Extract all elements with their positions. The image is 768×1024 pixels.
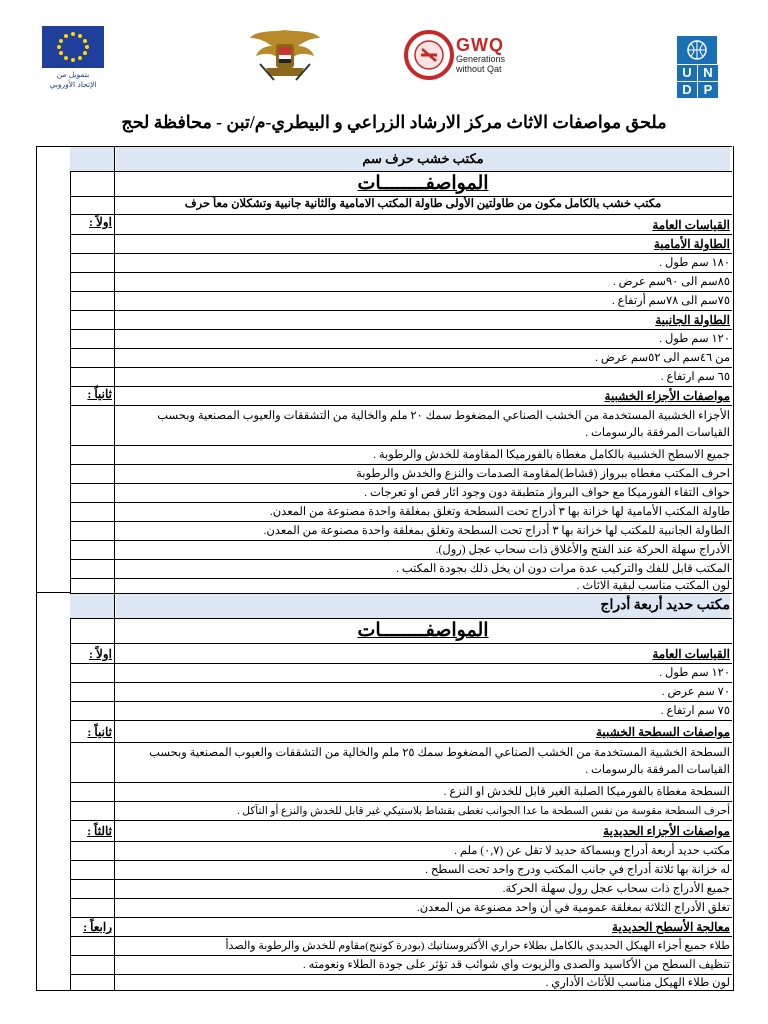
table-row — [70, 974, 732, 991]
table-row — [70, 253, 732, 273]
undp-letter-n: N — [698, 65, 718, 81]
list-item: ١٨٠ سم طول . — [659, 257, 730, 269]
list-item: لون المكتب مناسب لبقية الاثاث . — [576, 580, 730, 592]
eu-flag-icon — [42, 26, 104, 68]
item-label: ثانياً : — [87, 725, 112, 739]
list-item: طاولة المكتب الأمامية لها خزانة بها ٣ أدراج تحت السطحة وتغلق بمغلقة واحدة مصنوعة من المعدن. — [269, 506, 730, 518]
gwq-name: GWQ — [456, 35, 504, 55]
item-label: ثالثاً : — [87, 824, 112, 838]
item-label: رابعاً : — [83, 920, 112, 934]
table-row — [70, 860, 732, 880]
table-row — [70, 521, 732, 541]
eu-logo — [42, 26, 104, 90]
list-item: ٧٥ سم ارتفاع . — [660, 705, 730, 717]
table-row — [70, 618, 732, 644]
gwq-tagline-2: without Qat — [456, 64, 502, 74]
table-row — [70, 801, 732, 821]
table-row — [70, 898, 732, 918]
table-row — [70, 643, 732, 664]
undp-letter-u: U — [677, 65, 697, 81]
undp-letter-p: P — [698, 82, 718, 98]
surface-treatment: معالجة الأسطح الحديدية — [612, 920, 730, 934]
table-row — [70, 464, 732, 484]
table-row — [70, 348, 732, 368]
table-row — [70, 405, 732, 446]
table-row — [70, 146, 732, 172]
table-row — [70, 272, 732, 292]
list-item: ١٢٠ سم طول . — [659, 333, 730, 345]
list-item: ١٢٠ سم طول . — [659, 667, 730, 679]
list-item: لون طلاء الهيكل مناسب للأثاث الأداري . — [545, 977, 730, 989]
spec-title-1: المواصفــــــــات — [357, 173, 489, 194]
list-item: أحرف السطحة مقوسة من نفس السطحة ما عدا الجوانب تغطى بقشاط بلاستيكي غير قابل للخدش والنزع أو التآكل . — [237, 806, 730, 817]
table-row — [70, 578, 732, 594]
list-item: جميع الأدراج ذات سحاب عجل رول سهلة الحركة. — [502, 883, 730, 895]
list-item: له خزانة بها ثلاثة أدراج في جانب المكتب ودرج واحد تحت السطح . — [425, 864, 730, 876]
table-row — [70, 214, 732, 235]
page-title: ملحق مواصفات الاثاث مركز الارشاد الزراعي و البيطري-م/تبن - محافظة لحج — [121, 112, 667, 132]
general-dims: القياسات العامة — [652, 218, 730, 232]
table-row — [70, 234, 732, 254]
gwq-seal-icon — [404, 30, 454, 80]
table-row — [70, 955, 732, 975]
gwq-tagline-1: Generations — [456, 54, 506, 64]
spec-title-2: المواصفــــــــات — [357, 620, 489, 641]
item-label: ثانياً : — [87, 387, 112, 401]
eu-caption-line-1: بتمويل من — [56, 70, 90, 79]
table-row — [70, 820, 732, 842]
table-row — [70, 483, 732, 503]
list-item: جميع الاسطح الخشبية بالكامل مغطاة بالفورميكا المقاومة للخدش والرطوبة . — [373, 449, 730, 461]
table-row — [70, 936, 732, 956]
front-table: الطاولة الأمامية — [653, 237, 730, 251]
table-row — [70, 445, 732, 465]
list-item: ٧٠ سم عرض . — [661, 686, 730, 698]
table-row — [70, 682, 732, 702]
list-item: ٨٥سم الى ٩٠سم عرض . — [612, 276, 730, 288]
list-item: ٧٥سم الى ٧٨سم أرتفاع . — [611, 295, 730, 307]
table-row — [70, 310, 732, 330]
wood-parts: مواصفات الأجزاء الخشبية — [604, 389, 730, 403]
table-row — [70, 196, 732, 215]
section-heading-2: مكتب حديد أربعة أدراج — [116, 594, 730, 619]
table-row — [70, 559, 732, 579]
table-row — [70, 782, 732, 802]
general-dims-2: القياسات العامة — [652, 647, 730, 661]
section-heading-1: مكتب خشب حرف سم — [116, 147, 730, 172]
narrow-col-divider — [36, 592, 70, 593]
list-item: الأجزاء الخشبية المستخدمة من الخشب الصناعي المضغوط سمك ٢٠ ملم والخالية من التشققات والعيوب المصنعية وبحسب القياسات المرفقة بالرسومات . — [157, 410, 730, 439]
list-item: طلاء جميع أجزاء الهيكل الحديدي بالكامل بطلاء حراري الأكتروستاتيك (بودرة كوتنج)مقاوم للخدش والرطوبة والصدأ — [225, 940, 730, 952]
table-row — [70, 841, 732, 861]
list-item: مكتب حديد أربعة أدراج وبسماكة حديد لا تقل عن (٠,٧) ملم . — [454, 845, 730, 857]
yemen-emblem-icon — [246, 24, 324, 86]
intro-text: مكتب خشب بالكامل مكون من طاولتين الأولى طاولة المكتب الامامية والثانية جانبية وتشكلان معاً حرف — [184, 198, 662, 210]
item-label: اولاً : — [89, 215, 112, 229]
list-item: حواف التقاء الفورميكا مع حواف البرواز متطبقة دون وجود اثار قص او تعرجات . — [364, 487, 730, 499]
item-label: اولاً : — [89, 647, 112, 661]
eu-caption-line-2: الإتحاد الأوروبي — [49, 80, 97, 89]
narrow-col-top — [36, 146, 70, 147]
list-item: السطحة مغطاة بالفورميكا الصلبة الغير قابل للخدش او النزع . — [443, 786, 730, 798]
un-globe-icon — [677, 36, 717, 64]
table-row — [70, 329, 732, 349]
table-row — [70, 540, 732, 560]
table-row — [70, 742, 732, 783]
table-row — [70, 367, 732, 387]
table-row — [70, 663, 732, 683]
table-row — [70, 502, 732, 522]
table-row — [70, 720, 732, 743]
list-item: السطحة الخشبية المستخدمة من الخشب الصناعي المضغوط سمك ٢٥ ملم والخالية من التشققات والعيوب المصنعية وبحسب القياسات المرفقة بالرسومات . — [149, 747, 730, 776]
list-item: المكتب قابل للفك والتركيب عدة مرات دون ان يخل ذلك بجودة المكتب . — [396, 563, 730, 575]
table-row — [70, 593, 732, 619]
eu-caption — [42, 70, 104, 90]
table-row — [70, 171, 732, 197]
side-table: الطاولة الجانبية — [655, 313, 730, 327]
list-item: من ٤٦سم الى ٥٢سم عرض . — [595, 352, 730, 364]
table-row — [70, 291, 732, 311]
list-item: احرف المكتب مغطاه ببرواز (قشاط)لمقاومة الصدمات والنزع والخدش والرطوبة — [356, 468, 730, 480]
table-row — [70, 879, 732, 899]
list-item: الطاولة الجانبية للمكتب لها خزانة بها ٣ أدراج تحت السطحة وتغلق بمغلقة واحدة مصنوعة من المعدن. — [263, 525, 730, 537]
narrow-column — [36, 146, 71, 991]
undp-logo — [677, 36, 717, 98]
list-item: تنظيف السطح من الأكاسيد والصدى والزيوت واي شوائب قد تؤثر على جودة الطلاء ونعومته . — [302, 959, 730, 971]
top-specs: مواصفات السطحة الخشبية — [595, 725, 730, 739]
list-item: ٦٥ سم ارتفاع . — [660, 371, 730, 383]
table-row — [70, 917, 732, 937]
undp-letter-d: D — [677, 82, 697, 98]
table-row — [70, 701, 732, 721]
list-item: تغلق الأدراج الثلاثة بمغلقة عمومية في أن واحد مصنوعة من المعدن. — [416, 902, 730, 914]
table-row — [70, 386, 732, 406]
iron-parts: مواصفات الأجزاء الحديدية — [603, 824, 730, 838]
gwq-logo — [404, 26, 522, 88]
list-item: الأدراج سهلة الحركة عند الفتح والأغلاق ذات سحاب عجل (رول). — [435, 544, 730, 556]
